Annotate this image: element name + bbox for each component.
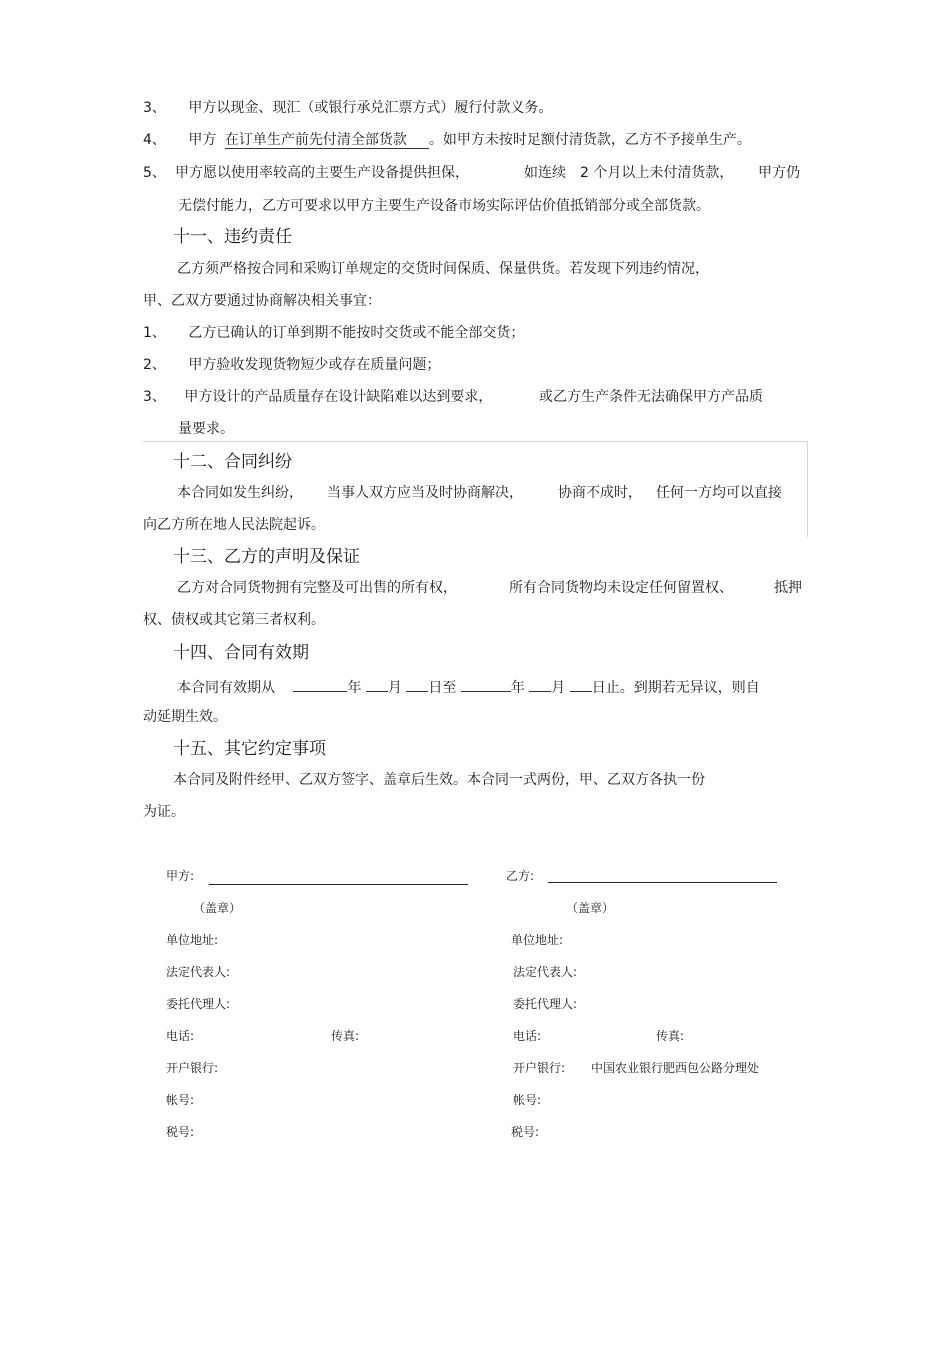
label-day: 日至 (428, 680, 457, 696)
party-b-signature-line (548, 882, 777, 883)
list-item (143, 388, 492, 406)
item-text: 甲方仍 (758, 165, 800, 181)
phone-label: 电话: (513, 1029, 542, 1043)
paragraph: 所有合同货物均未设定任何留置权、 (509, 580, 733, 596)
paragraph: 乙方对合同货物拥有完整及可出售的所有权， (177, 580, 457, 596)
item-text: 乙方已确认的订单到期不能按时交货或不能全部交货； (188, 325, 525, 341)
blank-year-1 (293, 677, 347, 692)
validity-line (177, 677, 760, 697)
item-number: 3、 (143, 389, 166, 405)
address-label: 单位地址: (166, 933, 219, 947)
label-day: 日止。到期若无异议，则自 (591, 680, 760, 696)
paragraph: 甲、乙双方要通过协商解决相关事宜： (143, 293, 381, 309)
section-heading-14: 十四、合同有效期 (173, 643, 309, 663)
blank-month-2 (529, 677, 551, 692)
party-a-signature-line (209, 884, 468, 885)
section-heading-13: 十三、乙方的声明及保证 (173, 547, 360, 567)
agent-label: 委托代理人: (166, 997, 231, 1011)
address-label: 单位地址: (511, 933, 564, 947)
phone-label: 电话: (166, 1029, 195, 1043)
bank-value: 中国农业银行肥西包公路分理处 (591, 1061, 760, 1075)
legal-rep-label: 法定代表人: (166, 965, 231, 979)
label-year: 年 (510, 680, 525, 696)
item-text: 。如甲方未按时足额付清货款，乙方不予接单生产。 (428, 132, 751, 148)
payment-item-3 (143, 99, 552, 117)
payment-item-4 (143, 131, 751, 149)
paragraph: 乙方须严格按合同和采购订单规定的交货时间保质、保量供货。若发现下列违约情况， (177, 261, 709, 277)
blank-year-2 (461, 677, 511, 692)
fax-label: 传真: (331, 1029, 360, 1043)
item-number: 1、 (143, 325, 166, 341)
underlined-term: 在订单生产前先付清全部货款 (225, 132, 429, 149)
paragraph: 本合同及附件经甲、乙双方签字、盖章后生效。本合同一式两份，甲、乙双方各执一份 (173, 772, 705, 788)
item-number: 3、 (143, 100, 166, 116)
party-b-label: 乙方: (506, 869, 535, 883)
blank-day-2 (570, 677, 592, 692)
bank-label: 开户银行: (513, 1061, 566, 1075)
item-number: 4、 (143, 132, 166, 148)
item-text: 甲方以现金、现汇（或银行承兑汇票方式）履行付款义务。 (188, 100, 553, 116)
tax-label: 税号: (511, 1125, 540, 1139)
item-number: 2、 (143, 357, 166, 373)
list-item (143, 356, 440, 374)
paragraph: 为证。 (143, 804, 185, 820)
account-label: 帐号: (166, 1093, 195, 1107)
item-text: 甲方验收发现货物短少或存在质量问题； (188, 357, 441, 373)
item-number: 5、 (143, 165, 166, 181)
account-label: 帐号: (513, 1093, 542, 1107)
payment-item-5 (143, 164, 166, 182)
paragraph: 向乙方所在地人民法院起诉。 (143, 517, 325, 533)
item-text: 甲方设计的产品质量存在设计缺陷难以达到要求， (184, 389, 493, 405)
blank-day-1 (406, 677, 428, 692)
blank-month-1 (366, 677, 388, 692)
seal-label: （盖章） (566, 901, 615, 915)
label-year: 年 (347, 680, 362, 696)
paragraph: 权、债权或其它第三者权利。 (143, 612, 325, 628)
seal-label: （盖章） (193, 901, 242, 915)
item-text-continued: 量要求。 (178, 421, 234, 437)
agent-label: 委托代理人: (513, 997, 578, 1011)
paragraph: 当事人双方应当及时协商解决， (327, 485, 523, 501)
item-text-continued: 无偿付能力，乙方可要求以甲方主要生产设备市场实际评估价值抵销部分或全部货款。 (178, 198, 710, 214)
list-item (143, 324, 524, 342)
item-text: 如连续 (524, 165, 566, 181)
fax-label: 传真: (656, 1029, 685, 1043)
section-heading-11: 十一、违约责任 (173, 227, 292, 247)
paragraph: 本合同如发生纠纷， (177, 485, 303, 501)
label-month: 月 (387, 680, 402, 696)
paragraph: 抵押 (774, 580, 802, 596)
item-text: 或乙方生产条件无法确保甲方产品质 (539, 389, 763, 405)
bank-label: 开户银行: (166, 1061, 219, 1075)
item-text: 甲方愿以使用率较高的主要生产设备提供担保， (175, 165, 469, 181)
section-heading-12: 十二、合同纠纷 (173, 452, 292, 472)
label-month: 月 (551, 680, 566, 696)
item-text: 甲方 (188, 132, 217, 148)
paragraph: 动延期生效。 (143, 709, 227, 725)
item-text: 2 个月以上未付清货款， (580, 165, 734, 181)
paragraph: 协商不成时， (558, 485, 642, 501)
party-a-label: 甲方: (166, 869, 195, 883)
section-heading-15: 十五、其它约定事项 (173, 739, 326, 759)
paragraph: 任何一方均可以直接 (656, 485, 782, 501)
paragraph: 本合同有效期从 (177, 680, 275, 696)
tax-label: 税号: (166, 1125, 195, 1139)
legal-rep-label: 法定代表人: (513, 965, 578, 979)
